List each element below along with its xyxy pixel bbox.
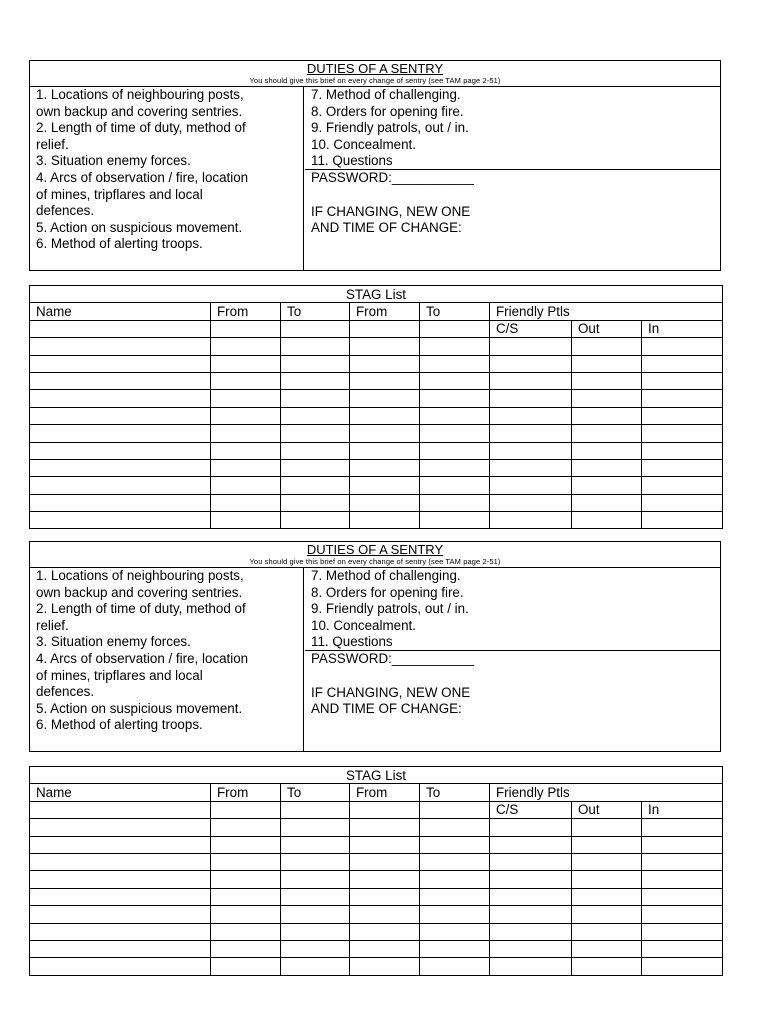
table-cell[interactable] [30, 407, 211, 424]
table-cell[interactable] [30, 477, 211, 494]
table-cell[interactable] [281, 355, 350, 372]
table-cell[interactable] [490, 940, 572, 957]
table-cell[interactable] [642, 355, 723, 372]
table-cell[interactable] [420, 836, 490, 853]
duties-title: DUTIES OF A SENTRY [306, 61, 444, 76]
duties-box-1 [29, 60, 721, 271]
table-cell[interactable] [572, 390, 642, 407]
table-cell[interactable] [281, 923, 350, 940]
duty-item: 5. Action on suspicious movement. [36, 700, 243, 716]
table-cell[interactable] [642, 425, 723, 442]
table-cell[interactable] [642, 871, 723, 888]
table-row [30, 940, 723, 957]
header-cs: C/S [490, 801, 572, 818]
header-name: Name [30, 303, 211, 320]
table-row [30, 958, 723, 975]
table-row [30, 390, 723, 407]
password-field[interactable]: PASSWORD:___________ [311, 651, 474, 666]
table-cell[interactable] [572, 853, 642, 870]
table-cell[interactable] [420, 940, 490, 957]
table-cell[interactable] [281, 372, 350, 389]
header-to: To [281, 784, 350, 801]
table-row [30, 459, 723, 476]
table-cell[interactable] [30, 494, 211, 511]
table-cell[interactable] [572, 836, 642, 853]
table-cell[interactable] [642, 853, 723, 870]
table-cell[interactable] [642, 512, 723, 529]
password-section [305, 651, 720, 751]
duty-item: defences. [36, 203, 95, 219]
table-cell[interactable] [490, 372, 572, 389]
table-cell[interactable] [420, 459, 490, 476]
table-cell[interactable] [642, 372, 723, 389]
table-cell[interactable] [420, 320, 490, 337]
table-cell[interactable] [30, 940, 211, 957]
table-cell[interactable] [211, 906, 281, 923]
table-cell[interactable] [490, 338, 572, 355]
table-cell[interactable] [350, 320, 420, 337]
table-row [30, 819, 723, 836]
table-cell[interactable] [211, 940, 281, 957]
table-cell[interactable] [30, 320, 211, 337]
table-cell[interactable] [420, 923, 490, 940]
table-cell[interactable] [350, 853, 420, 870]
header-to: To [420, 784, 490, 801]
changing-label: IF CHANGING, NEW ONE [311, 684, 471, 700]
table-cell[interactable] [211, 459, 281, 476]
table-cell[interactable] [490, 355, 572, 372]
duties-box-2 [29, 541, 721, 752]
table-cell[interactable] [350, 425, 420, 442]
table-cell[interactable] [281, 836, 350, 853]
table-cell[interactable] [420, 494, 490, 511]
duty-item: 9. Friendly patrols, out / in. [311, 601, 469, 617]
duty-item: 8. Orders for opening fire. [311, 103, 464, 119]
table-cell[interactable] [211, 390, 281, 407]
table-row [30, 906, 723, 923]
table-row [30, 888, 723, 905]
table-cell[interactable] [211, 372, 281, 389]
duty-item: 4. Arcs of observation / fire, location [36, 169, 249, 185]
duty-item: 11. Questions [311, 153, 393, 169]
table-cell[interactable] [490, 853, 572, 870]
table-cell[interactable] [350, 819, 420, 836]
table-cell[interactable] [420, 390, 490, 407]
duty-item: of mines, tripflares and local [36, 667, 203, 683]
table-cell[interactable] [30, 853, 211, 870]
changing-label: IF CHANGING, NEW ONE [311, 203, 471, 219]
password-field[interactable]: PASSWORD:___________ [311, 170, 474, 185]
table-cell[interactable] [572, 407, 642, 424]
password-section [305, 170, 720, 270]
table-cell[interactable] [211, 888, 281, 905]
duties-right-list [305, 568, 720, 651]
changing-label: AND TIME OF CHANGE: [311, 220, 462, 236]
table-cell[interactable] [350, 494, 420, 511]
duty-item: 1. Locations of neighbouring posts, [36, 87, 244, 102]
table-cell[interactable] [642, 906, 723, 923]
header-out: Out [572, 801, 642, 818]
table-cell[interactable] [420, 442, 490, 459]
table-cell[interactable] [211, 494, 281, 511]
duties-subtitle: You should give this brief on every change of sentry (see TAM page 2-51) [30, 557, 720, 568]
table-cell[interactable] [490, 442, 572, 459]
table-cell[interactable] [572, 494, 642, 511]
duty-item: own backup and covering sentries. [36, 103, 243, 119]
table-cell[interactable] [30, 836, 211, 853]
table-cell[interactable] [30, 390, 211, 407]
duty-item: 10. Concealment. [311, 617, 416, 633]
table-row [30, 871, 723, 888]
duty-item: relief. [36, 136, 69, 152]
table-cell[interactable] [30, 906, 211, 923]
table-cell[interactable] [211, 836, 281, 853]
table-cell[interactable] [420, 425, 490, 442]
table-cell[interactable] [30, 888, 211, 905]
table-cell[interactable] [420, 888, 490, 905]
table-cell[interactable] [420, 801, 490, 818]
table-cell[interactable] [350, 836, 420, 853]
table-cell[interactable] [350, 801, 420, 818]
table-cell[interactable] [350, 871, 420, 888]
table-cell[interactable] [420, 906, 490, 923]
table-cell[interactable] [642, 390, 723, 407]
table-cell[interactable] [30, 372, 211, 389]
duty-item: relief. [36, 617, 69, 633]
table-cell[interactable] [211, 512, 281, 529]
table-cell[interactable] [420, 819, 490, 836]
table-cell[interactable] [572, 888, 642, 905]
table-cell[interactable] [30, 958, 211, 975]
table-cell[interactable] [490, 477, 572, 494]
table-cell[interactable] [490, 819, 572, 836]
table-cell[interactable] [490, 871, 572, 888]
table-cell[interactable] [572, 923, 642, 940]
table-cell[interactable] [211, 801, 281, 818]
duty-item: 2. Length of time of duty, method of [36, 120, 246, 136]
header-in: In [642, 320, 723, 337]
table-cell[interactable] [490, 906, 572, 923]
table-cell[interactable] [281, 320, 350, 337]
table-cell[interactable] [211, 407, 281, 424]
duty-item: 1. Locations of neighbouring posts, [36, 568, 244, 583]
table-cell[interactable] [281, 512, 350, 529]
duty-item: own backup and covering sentries. [36, 584, 243, 600]
table-cell[interactable] [281, 425, 350, 442]
table-cell[interactable] [211, 425, 281, 442]
table-cell[interactable] [211, 819, 281, 836]
table-cell[interactable] [420, 407, 490, 424]
duty-item: 2. Length of time of duty, method of [36, 601, 246, 617]
table-cell[interactable] [572, 459, 642, 476]
header-to: To [281, 303, 350, 320]
table-cell[interactable] [350, 477, 420, 494]
header-to: To [420, 303, 490, 320]
table-row [30, 442, 723, 459]
table-cell[interactable] [490, 494, 572, 511]
table-cell[interactable] [642, 923, 723, 940]
table-cell[interactable] [642, 442, 723, 459]
table-cell[interactable] [281, 958, 350, 975]
table-cell[interactable] [572, 338, 642, 355]
table-cell[interactable] [642, 819, 723, 836]
table-cell[interactable] [281, 442, 350, 459]
header-name: Name [30, 784, 211, 801]
table-cell[interactable] [30, 871, 211, 888]
table-cell[interactable] [281, 390, 350, 407]
table-cell[interactable] [642, 407, 723, 424]
table-row [30, 923, 723, 940]
table-cell[interactable] [211, 871, 281, 888]
table-cell[interactable] [572, 940, 642, 957]
table-cell[interactable] [350, 442, 420, 459]
header-friendly-ptls: Friendly Ptls [490, 303, 723, 320]
table-cell[interactable] [490, 459, 572, 476]
table-cell[interactable] [572, 871, 642, 888]
table-cell[interactable] [30, 512, 211, 529]
table-cell[interactable] [490, 888, 572, 905]
table-cell[interactable] [211, 853, 281, 870]
table-cell[interactable] [350, 338, 420, 355]
duty-item: 7. Method of challenging. [311, 568, 461, 583]
stag-list-table-2 [29, 766, 723, 976]
table-cell[interactable] [572, 477, 642, 494]
table-cell[interactable] [30, 338, 211, 355]
table-cell[interactable] [420, 355, 490, 372]
table-cell[interactable] [572, 958, 642, 975]
table-cell[interactable] [281, 940, 350, 957]
table-cell[interactable] [642, 459, 723, 476]
stag-list-table-1 [29, 285, 723, 529]
table-cell[interactable] [572, 819, 642, 836]
table-cell[interactable] [420, 958, 490, 975]
table-cell[interactable] [211, 923, 281, 940]
table-cell[interactable] [572, 512, 642, 529]
duty-item: 6. Method of alerting troops. [36, 717, 203, 733]
table-cell[interactable] [350, 958, 420, 975]
duty-item: 10. Concealment. [311, 136, 416, 152]
duty-item: 7. Method of challenging. [311, 87, 461, 102]
table-row [30, 355, 723, 372]
table-cell[interactable] [642, 338, 723, 355]
duty-item: 5. Action on suspicious movement. [36, 219, 243, 235]
duty-item: 8. Orders for opening fire. [311, 584, 464, 600]
table-row [30, 512, 723, 529]
table-cell[interactable] [420, 871, 490, 888]
table-cell[interactable] [350, 512, 420, 529]
table-cell[interactable] [211, 477, 281, 494]
duties-left-list [30, 568, 304, 751]
table-cell[interactable] [490, 407, 572, 424]
table-cell[interactable] [30, 923, 211, 940]
table-cell[interactable] [642, 494, 723, 511]
table-cell[interactable] [281, 477, 350, 494]
table-cell[interactable] [490, 425, 572, 442]
table-cell[interactable] [281, 853, 350, 870]
stag-title: STAG List [30, 286, 723, 303]
table-cell[interactable] [572, 442, 642, 459]
table-cell[interactable] [420, 512, 490, 529]
table-cell[interactable] [642, 940, 723, 957]
table-cell[interactable] [211, 320, 281, 337]
table-cell[interactable] [281, 494, 350, 511]
table-cell[interactable] [350, 888, 420, 905]
table-cell[interactable] [281, 906, 350, 923]
table-row [30, 407, 723, 424]
table-row [30, 836, 723, 853]
table-row [30, 425, 723, 442]
table-cell[interactable] [490, 512, 572, 529]
table-cell[interactable] [350, 372, 420, 389]
table-cell[interactable] [211, 442, 281, 459]
table-cell[interactable] [281, 888, 350, 905]
duty-item: of mines, tripflares and local [36, 186, 203, 202]
table-cell[interactable] [350, 407, 420, 424]
duty-item: 11. Questions [311, 634, 393, 650]
table-cell[interactable] [572, 425, 642, 442]
table-cell[interactable] [30, 819, 211, 836]
table-cell[interactable] [30, 459, 211, 476]
table-cell[interactable] [642, 888, 723, 905]
table-cell[interactable] [30, 801, 211, 818]
header-from: From [211, 784, 281, 801]
table-cell[interactable] [490, 390, 572, 407]
duties-subtitle: You should give this brief on every change of sentry (see TAM page 2-51) [30, 76, 720, 87]
duties-title: DUTIES OF A SENTRY [306, 542, 444, 557]
table-cell[interactable] [490, 958, 572, 975]
changing-label: AND TIME OF CHANGE: [311, 701, 462, 717]
table-row [30, 853, 723, 870]
duty-item: defences. [36, 684, 95, 700]
header-in: In [642, 801, 723, 818]
table-cell[interactable] [350, 906, 420, 923]
table-cell[interactable] [281, 801, 350, 818]
table-cell[interactable] [572, 372, 642, 389]
duty-item: 4. Arcs of observation / fire, location [36, 650, 249, 666]
table-cell[interactable] [642, 958, 723, 975]
table-row [30, 338, 723, 355]
table-cell[interactable] [281, 459, 350, 476]
table-cell[interactable] [420, 477, 490, 494]
duty-item: 3. Situation enemy forces. [36, 634, 191, 650]
table-cell[interactable] [420, 372, 490, 389]
table-cell[interactable] [281, 871, 350, 888]
table-cell[interactable] [30, 355, 211, 372]
table-cell[interactable] [350, 459, 420, 476]
table-cell[interactable] [281, 819, 350, 836]
table-cell[interactable] [350, 390, 420, 407]
table-row [30, 494, 723, 511]
table-cell[interactable] [281, 338, 350, 355]
table-cell[interactable] [642, 836, 723, 853]
table-cell[interactable] [211, 958, 281, 975]
table-cell[interactable] [420, 338, 490, 355]
duty-item: 3. Situation enemy forces. [36, 153, 191, 169]
duties-left-list [30, 87, 304, 270]
header-from: From [211, 303, 281, 320]
header-from: From [350, 303, 420, 320]
stag-title: STAG List [30, 767, 723, 784]
table-cell[interactable] [30, 425, 211, 442]
header-friendly-ptls: Friendly Ptls [490, 784, 723, 801]
table-cell[interactable] [572, 355, 642, 372]
header-out: Out [572, 320, 642, 337]
table-cell[interactable] [211, 338, 281, 355]
table-cell[interactable] [211, 355, 281, 372]
duty-item: 9. Friendly patrols, out / in. [311, 120, 469, 136]
table-cell[interactable] [350, 940, 420, 957]
duties-right-list [305, 87, 720, 170]
table-cell[interactable] [642, 477, 723, 494]
table-cell[interactable] [572, 906, 642, 923]
duty-item: 6. Method of alerting troops. [36, 236, 203, 252]
table-cell[interactable] [281, 407, 350, 424]
header-from: From [350, 784, 420, 801]
table-row [30, 477, 723, 494]
table-row [30, 372, 723, 389]
table-cell[interactable] [350, 923, 420, 940]
table-cell[interactable] [30, 442, 211, 459]
table-cell[interactable] [490, 923, 572, 940]
header-cs: C/S [490, 320, 572, 337]
table-cell[interactable] [420, 853, 490, 870]
table-cell[interactable] [350, 355, 420, 372]
table-cell[interactable] [490, 836, 572, 853]
